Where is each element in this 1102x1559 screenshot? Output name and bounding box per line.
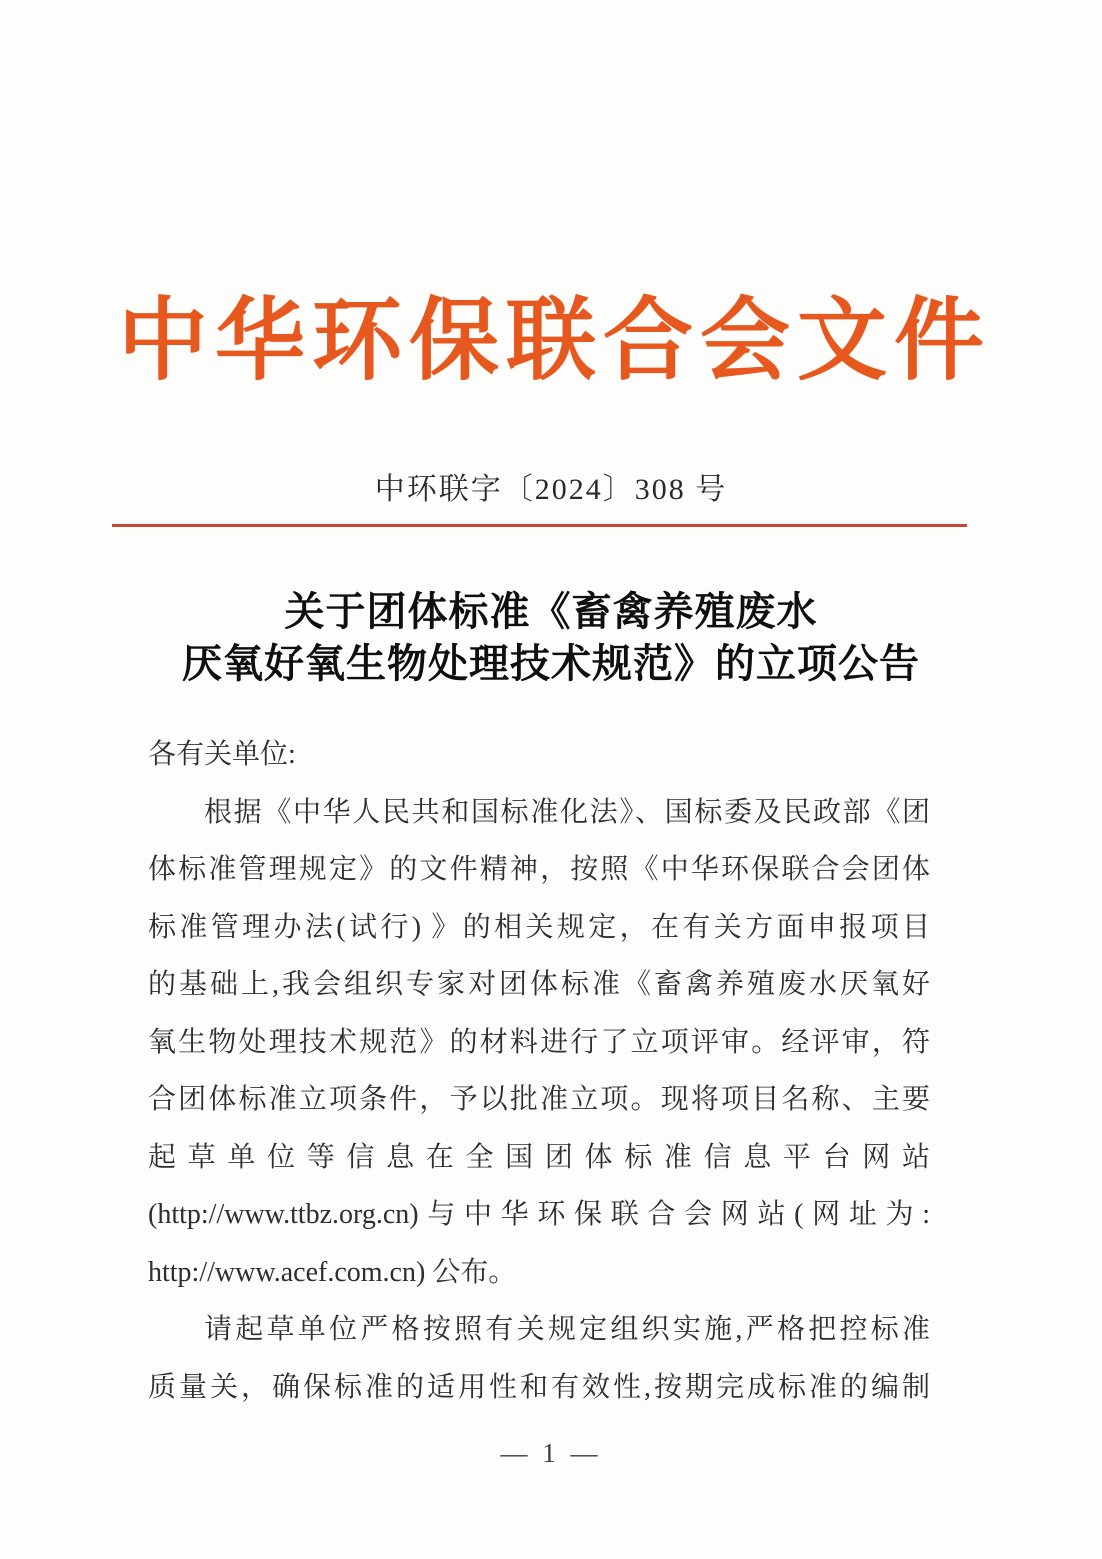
body-line: 氧生物处理技术规范》的材料进行了立项评审。经评审，符 [148,1026,930,1058]
body-line: 合团体标准立项条件，予以批准立项。现将项目名称、主要 [148,1084,930,1115]
body-line: 质量关，确保标准的适用性和有效性,按期完成标准的编制 [148,1371,930,1403]
body-text-block [148,726,930,1416]
page-number: — 1 — [500,1438,602,1468]
body-line: 体标准管理规定》的文件精神，按照《中华环保联合会团体 [148,854,930,885]
red-divider-line [112,524,967,527]
body-line: 标准管理办法(试行) 》的相关规定，在有关方面申报项目 [148,911,930,943]
body-line: 请起草单位严格按照有关规定组织实施,严格把控标准 [204,1314,930,1345]
body-line: 的基础上,我会组织专家对团体标准《畜禽养殖废水厌氧好 [148,969,930,1000]
document-header-title: 中华环保联合会文件 [118,292,991,391]
body-line: 各有关单位: [148,739,296,770]
body-line: http://www.acef.com.cn) 公布。 [148,1256,517,1288]
body-line: 起草单位等信息在全国团体标准信息平台网站 [148,1141,930,1173]
document-title-line1: 关于团体标准《畜禽养殖废水 [284,589,818,634]
body-line: 根据《中华人民共和国标准化法》、国标委及民政部《团 [204,796,930,828]
document-number: 中环联字〔2024〕308 号 [374,473,728,506]
document-title-line2: 厌氧好氧生物处理技术规范》的立项公告 [182,641,920,686]
document-title [0,586,1102,690]
body-line: (http://www.ttbz.org.cn)与中华环保联合会网站(网址为: [148,1199,930,1230]
